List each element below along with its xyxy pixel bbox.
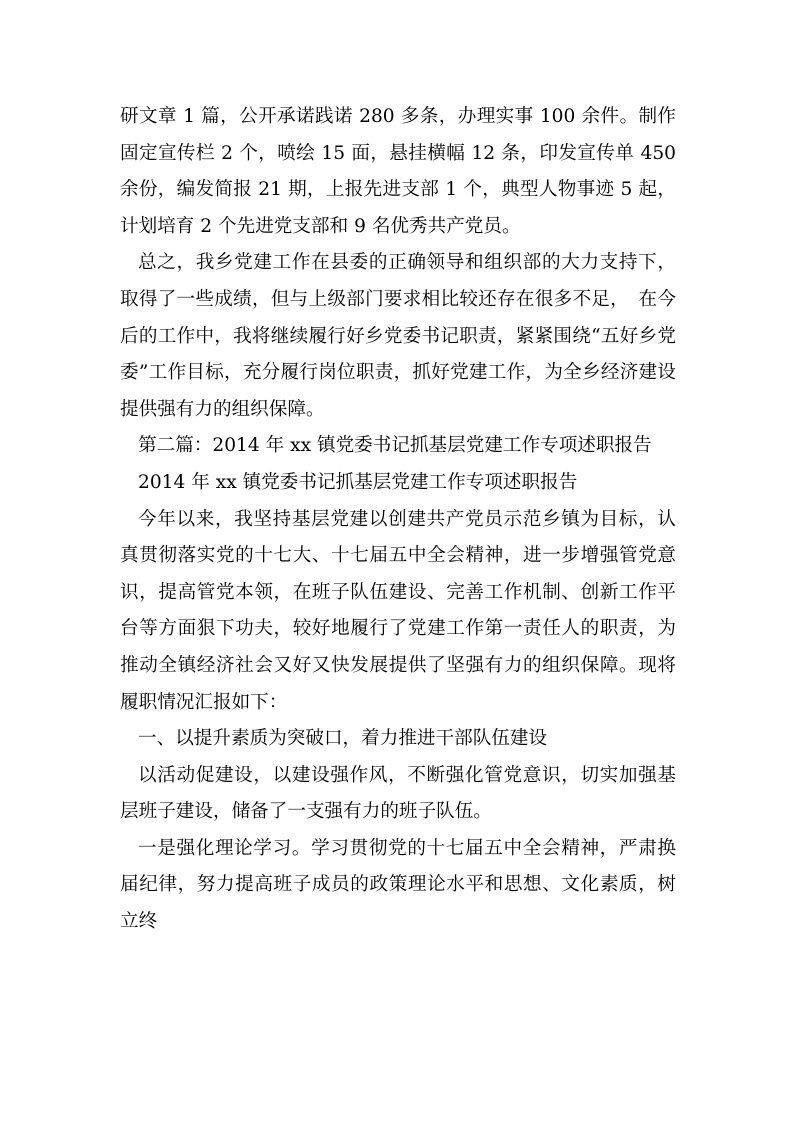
paragraph: 研文章 1 篇，公开承诺践诺 280 多条，办理实事 100 余件。制作固定宣传栏 2 个，喷绘 15 面，悬挂横幅 12 条，印发宣传单 450 余份，编发简报 21 期，上报先进支部 1 个，典型人物事迹 5 起，计划培育 2 个先进党支部和 9 名优秀共产党员。 bbox=[120, 106, 676, 237]
paragraph: 以活动促建设，以建设强作风，不断强化管党意识，切实加强基层班子建设，储备了一支强有力的班子队伍。 bbox=[120, 764, 676, 823]
paragraph: 总之，我乡党建工作在县委的正确领导和组织部的大力支持下，取得了一些成绩，但与上级部门要求相比较还存在很多不足， 在今后的工作中，我将继续履行好乡党委书记职责，紧紧围绕“五好乡党委”工作目标，充分履行岗位职责，抓好党建工作，为全乡经济建设提供强有力的组织保障。 bbox=[120, 252, 676, 420]
document-body bbox=[120, 99, 676, 941]
paragraph-heading: 2014 年 xx 镇党委书记抓基层党建工作专项述职报告 bbox=[138, 471, 578, 493]
paragraph: 今年以来，我坚持基层党建以创建共产党员示范乡镇为目标，认真贯彻落实党的十七大、十七届五中全会精神，进一步增强管党意识，提高管党本领，在班子队伍建设、完善工作机制、创新工作平台等方面狠下功夫，较好地履行了党建工作第一责任人的职责，为推动全镇经济社会又好又快发展提供了坚强有力的组织保障。现将履职情况汇报如下： bbox=[120, 508, 676, 713]
paragraph: 一是强化理论学习。学习贯彻党的十七届五中全会精神，严肃换届纪律，努力提高班子成员的政策理论水平和思想、文化素质，树立终 bbox=[120, 837, 676, 933]
section-heading: 一、以提升素质为突破口，着力推进干部队伍建设 bbox=[138, 728, 548, 750]
paragraph-heading: 第二篇：2014 年 xx 镇党委书记抓基层党建工作专项述职报告 bbox=[138, 435, 652, 457]
